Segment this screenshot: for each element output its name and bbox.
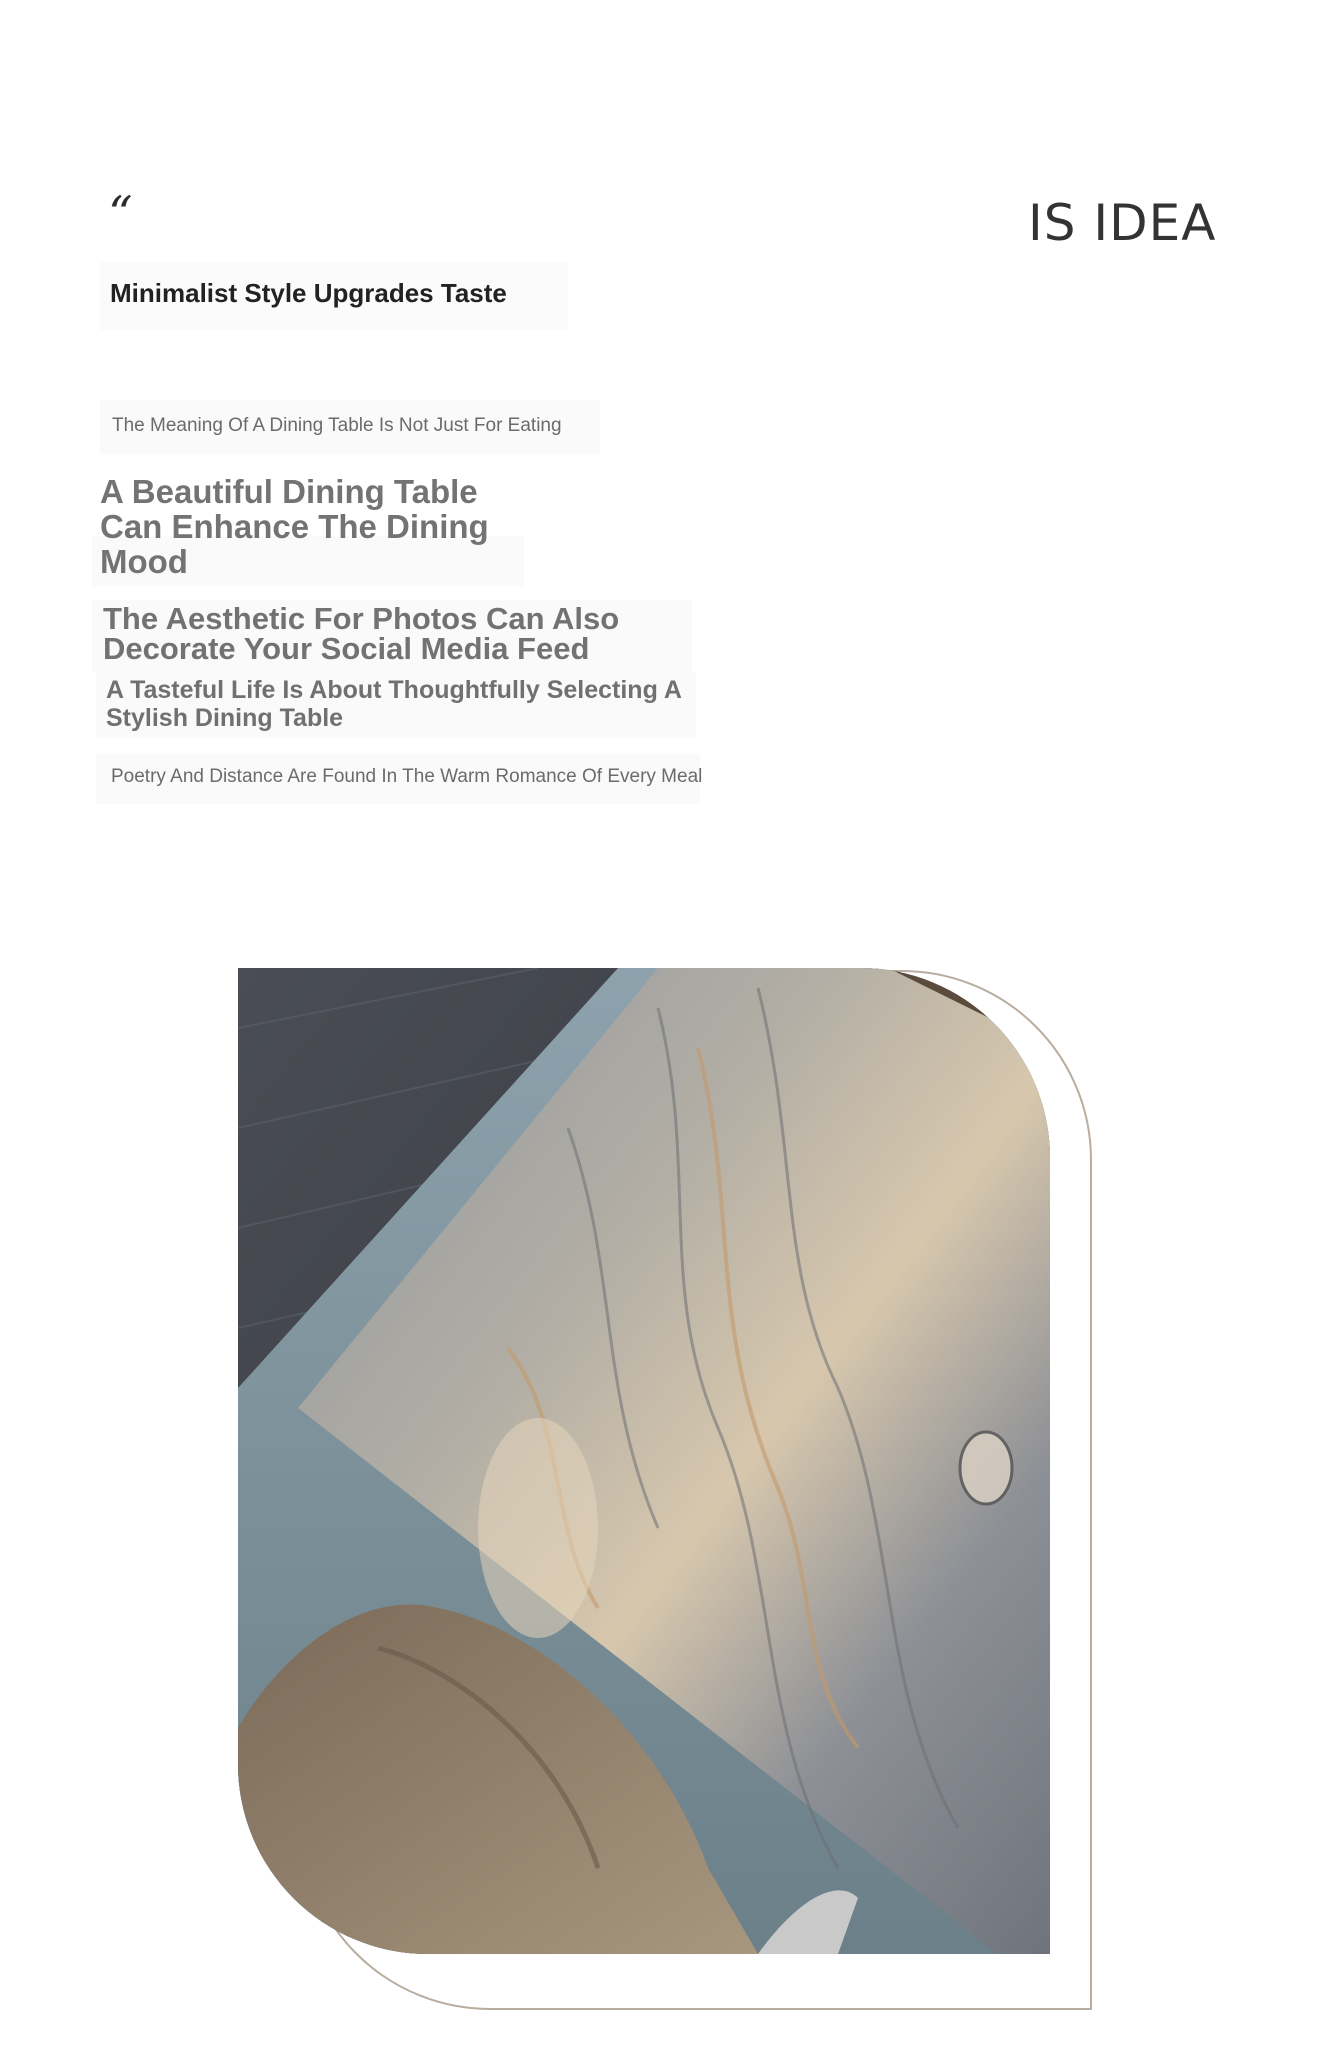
page-title: Minimalist Style Upgrades Taste [110, 278, 507, 308]
brand-logo-text: IS IDEA [1028, 194, 1217, 252]
text-line-2: A Beautiful Dining Table Can Enhance The Dining Mood [100, 473, 489, 580]
text-line-4: A Tasteful Life Is About Thoughtfully Selecting A Stylish Dining Table [106, 676, 681, 732]
product-photo [238, 968, 1050, 1954]
text-line-5: Poetry And Distance Are Found In The Warm Romance Of Every Meal [111, 766, 703, 787]
quote-mark: “ [108, 186, 133, 242]
text-line-3: The Aesthetic For Photos Can Also Decorate Your Social Media Feed [103, 601, 620, 666]
text-line-1: The Meaning Of A Dining Table Is Not Just For Eating [112, 415, 562, 436]
